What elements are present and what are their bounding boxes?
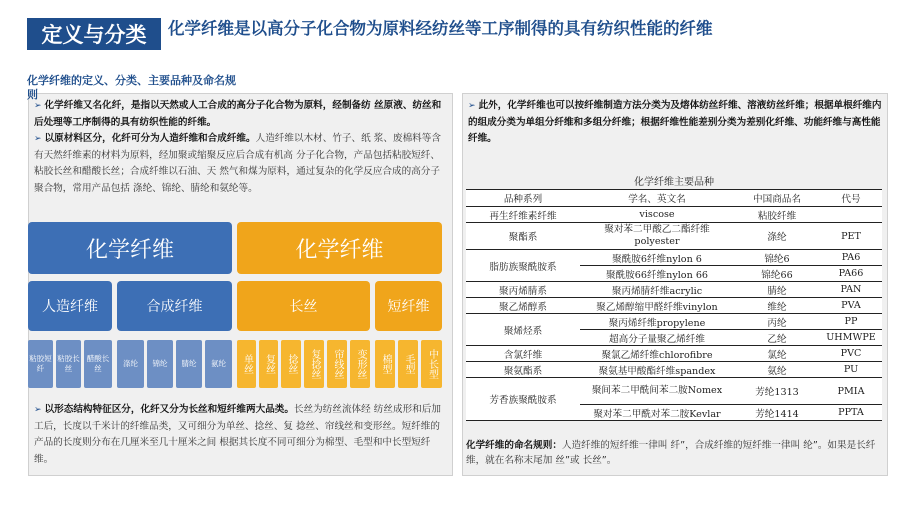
table-row: 聚对苯二甲酰对苯二胺Kevlar 芳纶1414 PPTA bbox=[466, 405, 882, 421]
table-row: 脂肪族聚酰胺系 聚酰胺6纤维nylon 6 锦纶6 PA6 bbox=[466, 250, 882, 266]
cord-yarn-box: 帘线丝 bbox=[327, 340, 347, 388]
page-headline: 化学纤维是以高分子化合物为原料经纺丝等工序制得的具有纺织性能的纤维 bbox=[168, 19, 713, 38]
mid-length-box: 中长型 bbox=[421, 340, 442, 388]
section-title: 定义与分类 bbox=[27, 18, 161, 50]
table-header: 学名、英文名 bbox=[580, 190, 734, 207]
textured-yarn-box: 变形丝 bbox=[350, 340, 370, 388]
bullet-icon: ➢ bbox=[34, 101, 42, 111]
viscose-filament-box: 粘胶长丝 bbox=[56, 340, 81, 388]
table-row: 聚丙烯腈系 聚丙烯腈纤维acrylic 腈纶 PAN bbox=[466, 282, 882, 298]
table-row: 聚酰胺66纤维nylon 66 锦纶66 PA66 bbox=[466, 266, 882, 282]
multifilament-box: 复丝 bbox=[259, 340, 278, 388]
table-row: 聚氨酯系 聚氨基甲酸酯纤维spandex 氨纶 PU bbox=[466, 362, 882, 378]
twisted-yarn-box: 捻丝 bbox=[281, 340, 301, 388]
form-structure-paragraph: ➢ 以形态结构特征区分，化纤又分为长丝和短纤维两大品类。长丝为纺丝流体经 纺丝成形和后加工后，长度以千米计的纤维品类，又可细分为单丝、捻丝、复 捻丝、帘线丝和变形丝。短纤维的产品的长度则分布在几厘米至几十厘米之间 根据其长度不同可细分为棉型、毛型和中长型短纤维。 bbox=[34, 404, 441, 465]
other-classification-paragraph: ➢ 此外，化学纤维也可以按纤维制造方法分类为及熔体纺丝纤维、溶液纺丝纤维；根据单根纤维内的组成分类为单组分纤维和多组分纤维；根据纤维性能差别分类为差别化纤维、功能纤维与高性能纤维。 bbox=[468, 100, 882, 144]
table-header: 代号 bbox=[820, 190, 882, 207]
naming-rule-paragraph: 化学纤维的命名规则：人造纤维的短纤维一律叫 纤”，合成纤维的短纤维一律叫 纶”。如果是长纤维，就在名称末尾加 丝”或 长丝”。 bbox=[466, 440, 876, 466]
cotton-type-box: 棉型 bbox=[375, 340, 395, 388]
table-header: 品种系列 bbox=[466, 190, 580, 207]
table-header: 中国商品名 bbox=[734, 190, 820, 207]
monofilament-box: 单丝 bbox=[237, 340, 256, 388]
acrylic-box: 腈纶 bbox=[176, 340, 202, 388]
spandex-box: 氨纶 bbox=[205, 340, 232, 388]
man-made-fiber-box: 人造纤维 bbox=[28, 281, 112, 331]
chemical-fiber-root-box: 化学纤维 bbox=[28, 222, 232, 274]
section-subheading-cont: 则 bbox=[27, 88, 38, 101]
synthetic-fiber-box: 合成纤维 bbox=[117, 281, 232, 331]
wool-type-box: 毛型 bbox=[398, 340, 418, 388]
main-fiber-varieties-table bbox=[466, 171, 882, 421]
bullet-icon: ➢ bbox=[34, 405, 42, 415]
bullet-icon: ➢ bbox=[468, 101, 476, 111]
table-row: 聚烯烃系 聚丙烯纤维propylene 丙纶 PP bbox=[466, 314, 882, 330]
table-row: 芳香族聚酰胺系 聚间苯二甲酰间苯二胺Nomex 芳纶1313 PMIA bbox=[466, 378, 882, 405]
section-subheading: 化学纤维的定义、分类、主要品种及命名规 bbox=[27, 74, 236, 87]
table-row: 聚乙烯醇系 聚乙烯醇缩甲醛纤维vinylon 维纶 PVA bbox=[466, 298, 882, 314]
definition-paragraph: ➢ 化学纤维又名化纤，是指以天然或人工合成的高分子化合物为原料，经制备纺 丝原液、纺丝和后处理等工序制得的具有纺织性能的纤维。 bbox=[34, 100, 442, 128]
chemical-fiber-root-box-form: 化学纤维 bbox=[237, 222, 442, 274]
table-row: 再生纤维素纤维 viscose 粘胶纤维 bbox=[466, 207, 882, 223]
polyester-box: 涤纶 bbox=[117, 340, 144, 388]
viscose-staple-box: 粘胶短纤 bbox=[28, 340, 53, 388]
table-row: 含氯纤维 聚氯乙烯纤维chlorofibre 氯纶 PVC bbox=[466, 346, 882, 362]
table-row: 超高分子量聚乙烯纤维 乙纶 UHMWPE bbox=[466, 330, 882, 346]
double-twisted-yarn-box: 复捻丝 bbox=[304, 340, 324, 388]
bullet-icon: ➢ bbox=[34, 134, 42, 144]
staple-fiber-box: 短纤维 bbox=[375, 281, 442, 331]
table-caption: 化学纤维主要品种 bbox=[466, 171, 882, 190]
nylon-box: 锦纶 bbox=[147, 340, 173, 388]
raw-material-paragraph: ➢ 以原材料区分，化纤可分为人造纤维和合成纤维。人造纤维以木材、竹子、纸 浆、废棉料等含有天然纤维素的材料为原料，经加聚或缩聚反应后合成有机高 分子化合物，产品包括粘胶短纤、粘胶长丝和醋酸长丝；合成纤维以石油、天 然气和煤为原料，通过复杂的化学反应合成的高分子聚合物，常用产品包括 涤纶、锦纶、腈纶和氨纶等。 bbox=[34, 133, 441, 194]
table-row: 聚酯系 聚对苯二甲酸乙二酯纤维polyester 涤纶 PET bbox=[466, 223, 882, 250]
filament-box: 长丝 bbox=[237, 281, 370, 331]
acetate-filament-box: 醋酸长丝 bbox=[84, 340, 112, 388]
